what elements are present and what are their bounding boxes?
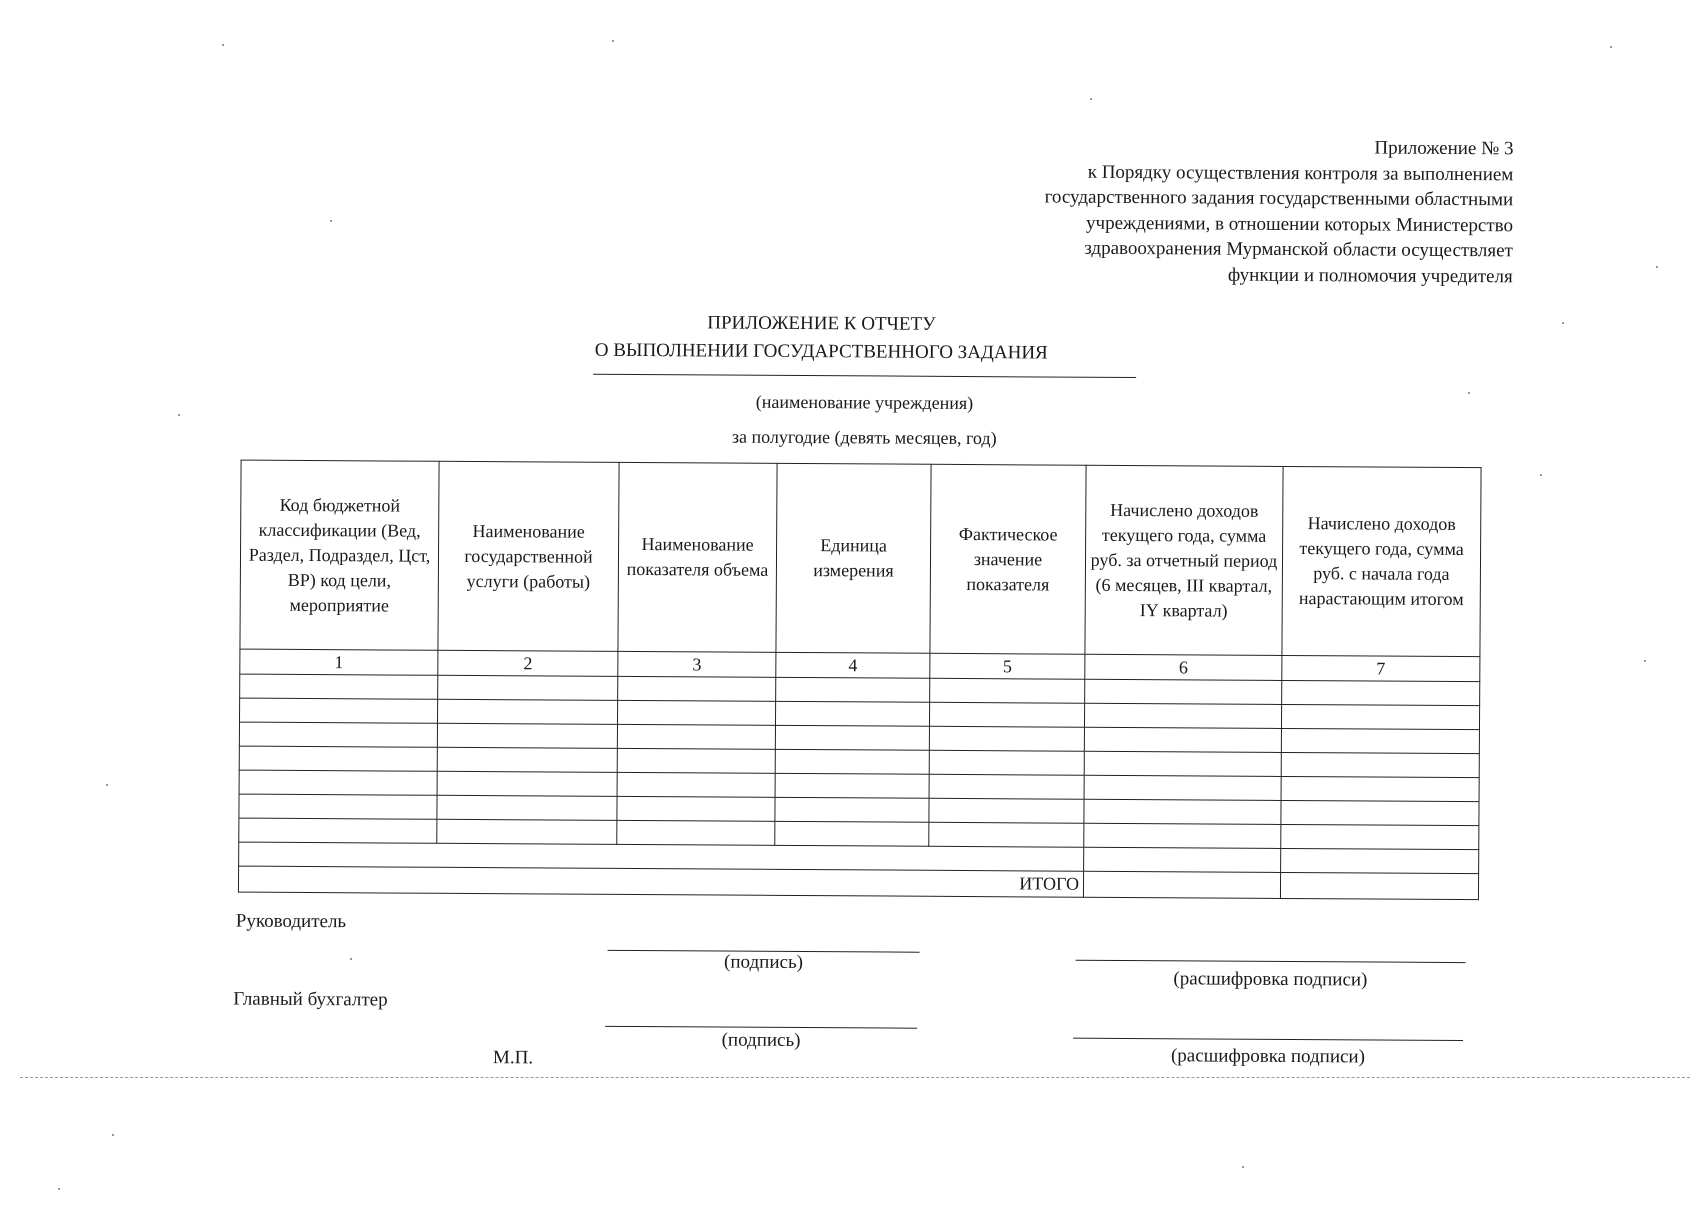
scan-speck [106,784,108,786]
scan-speck [330,220,332,222]
table-cell[interactable] [775,821,929,846]
table-cell[interactable] [239,770,437,795]
column-number: 1 [240,649,438,675]
table-cell[interactable] [1281,776,1479,801]
table-cell[interactable] [1281,824,1479,849]
institution-name-line [593,374,1136,378]
institution-caption: (наименование учреждения) [755,391,974,414]
page-edge-rule [20,1077,1690,1078]
scan-speck [1242,1166,1244,1168]
appendix-line: здравоохранения Мурманской области осуществляет [1084,237,1513,262]
appendix-line: учреждениями, в отношении которых Министерство [1086,212,1514,236]
accountant-label: Главный бухгалтер [233,988,388,1011]
table-cell[interactable] [239,794,437,819]
scan-speck [1610,46,1612,48]
total-cell-cumulative[interactable] [1280,872,1478,899]
table-cell[interactable] [929,798,1084,823]
table-cell[interactable] [437,771,617,796]
appendix-line: функции и полномочия учредителя [1227,264,1513,287]
table-cell[interactable] [775,773,929,798]
column-number: 5 [930,653,1085,679]
table-cell[interactable] [1281,800,1479,825]
total-label: ИТОГО [238,866,1083,897]
header-indicator-name: Наименование показателя объема [618,462,777,652]
table-cell[interactable] [1281,728,1479,753]
table-cell[interactable] [775,701,929,726]
table-cell[interactable] [1281,704,1479,729]
header-service-name: Наименование государственной услуги (работы) [438,461,619,651]
scan-speck [1090,98,1092,100]
table-cell[interactable] [438,675,618,700]
head-decoding-caption: (расшифровка подписи) [1173,968,1368,991]
column-number: 6 [1085,654,1282,680]
header-actual-value: Фактическое значение показателя [930,464,1086,654]
table-cell[interactable] [1084,847,1281,872]
header-income-period: Начислено доходов текущего года, сумма руб. за отчетный период (6 месяцев, III квартал, IY квартал) [1085,465,1283,655]
table-cell[interactable] [1084,751,1281,776]
table-cell[interactable] [239,818,437,843]
accountant-decoding-caption: (расшифровка подписи) [1170,1045,1366,1068]
table-cell[interactable] [1084,799,1281,824]
column-number: 7 [1282,655,1480,681]
report-table [238,460,1482,901]
appendix-line: государственного задания государственными областными [1044,186,1514,211]
table-cell[interactable] [239,698,437,723]
table-cell[interactable] [437,795,617,820]
table-cell[interactable] [929,750,1084,775]
table-cell[interactable] [1281,848,1479,873]
table-cell[interactable] [617,772,775,797]
table-cell[interactable] [437,699,617,724]
table-cell[interactable] [929,726,1084,751]
document-title [561,309,1081,368]
table-cell[interactable] [437,819,617,844]
header-unit: Единица измерения [776,463,931,653]
column-number: 4 [776,652,930,678]
scan-speck [1644,660,1646,662]
report-period: за полугодие (девять месяцев, год) [731,426,997,449]
accountant-signature-caption: (подпись) [721,1029,801,1052]
table-cell[interactable] [929,774,1084,799]
table-cell[interactable] [929,822,1084,847]
table-cell[interactable] [929,702,1084,727]
scan-speck [1656,266,1658,268]
table-cell[interactable] [1281,752,1479,777]
table-cell[interactable] [617,748,775,773]
appendix-line: Приложение № 3 [1374,137,1514,160]
head-decoding-line[interactable] [1076,960,1466,963]
table-cell[interactable] [1084,727,1281,752]
accountant-decoding-line[interactable] [1073,1038,1463,1041]
appendix-line: к Порядку осуществления контроля за выполнением [1087,161,1514,185]
table-cell[interactable] [1282,680,1480,705]
table-cell[interactable] [617,796,775,821]
table-cell[interactable] [775,797,929,822]
stamp-place: М.П. [492,1047,534,1069]
column-number: 3 [618,651,776,677]
title-line-1: ПРИЛОЖЕНИЕ К ОТЧЕТУ [707,312,936,335]
table-cell[interactable] [239,746,437,771]
appendix-note [1044,133,1514,289]
head-label: Руководитель [235,910,347,933]
table-cell[interactable] [437,723,617,748]
table-cell[interactable] [776,677,930,702]
table-cell[interactable] [617,820,775,845]
scan-speck [58,1188,60,1190]
scan-speck [1540,474,1542,476]
table-cell[interactable] [239,722,437,747]
header-budget-code: Код бюджетной классификации (Вед, Раздел, Подраздел, Цст, ВР) код цели, мероприятие [240,460,439,650]
scan-speck [350,958,352,960]
scan-speck [612,40,614,42]
column-number: 2 [438,650,618,676]
scan-speck [112,1134,114,1136]
table-cell[interactable] [618,676,776,701]
table-cell[interactable] [775,725,929,750]
table-cell[interactable] [617,700,775,725]
head-signature-caption: (подпись) [724,951,804,974]
scan-speck [1562,322,1564,324]
table-cell[interactable] [1084,775,1281,800]
table-cell[interactable] [1084,823,1281,848]
table-cell[interactable] [1084,703,1281,728]
table-cell[interactable] [930,678,1085,703]
table-cell[interactable] [617,724,775,749]
scan-speck [1468,392,1470,394]
header-row [240,460,1481,657]
table-cell[interactable] [1085,679,1282,704]
total-cell-period[interactable] [1083,871,1280,898]
table-cell[interactable] [240,674,438,699]
scan-speck [222,44,224,46]
header-income-cumulative: Начислено доходов текущего года, сумма руб. с начала года нарастающим итогом [1282,466,1481,656]
table-cell[interactable] [437,747,617,772]
title-line-2: О ВЫПОЛНЕНИИ ГОСУДАРСТВЕННОГО ЗАДАНИЯ [594,339,1048,364]
table-cell[interactable] [775,749,929,774]
scan-speck [178,414,180,416]
